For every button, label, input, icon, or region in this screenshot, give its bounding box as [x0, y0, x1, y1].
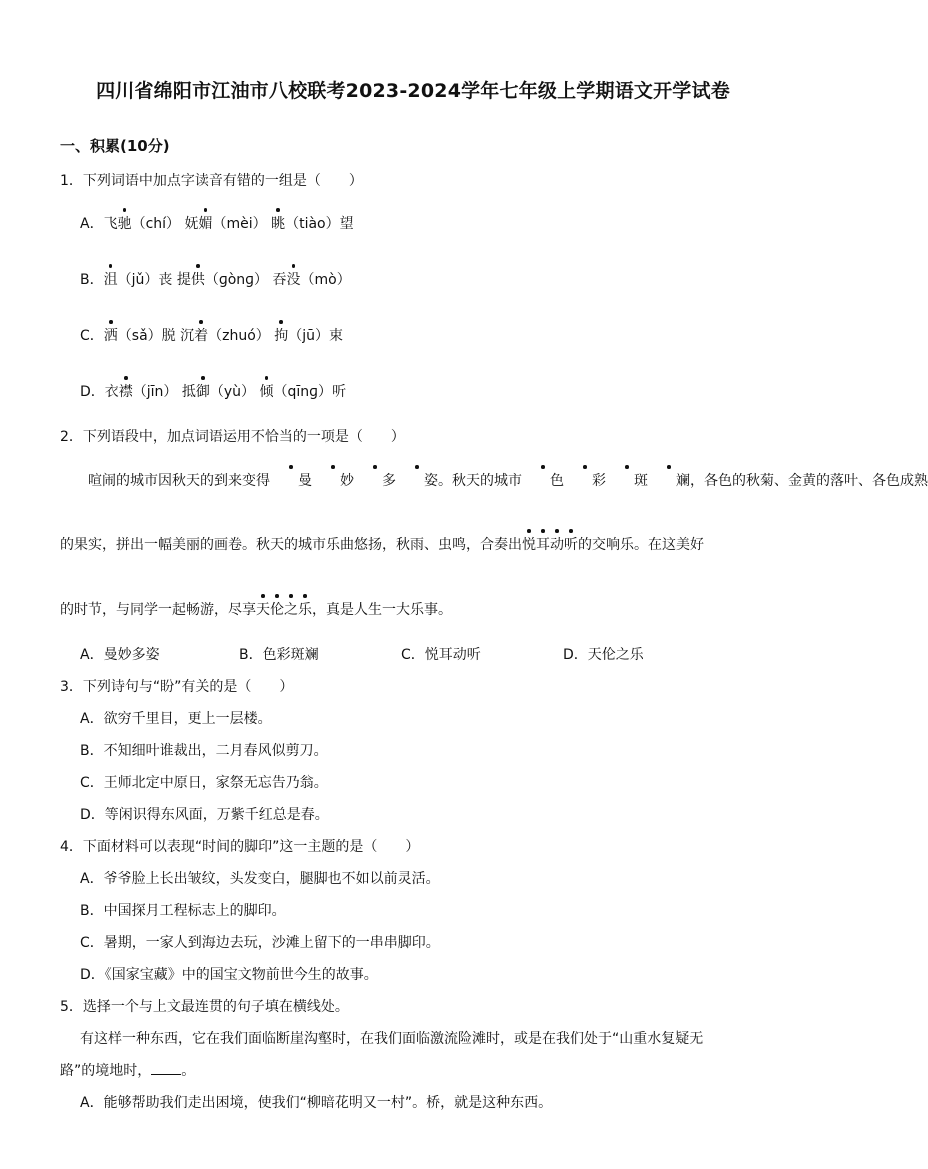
dotted-phrase	[256, 602, 312, 618]
pinyin: （chí）	[131, 216, 181, 232]
question-1-stem: 1．下列词语中加点字读音有错的一组是（ ）	[60, 173, 363, 189]
pinyin: （yù）	[209, 384, 256, 400]
dotted-char: 着	[194, 325, 208, 345]
question-3-option-a: A．欲穷千里目，更上一层楼。	[80, 711, 272, 727]
dotted-char: 洒	[104, 325, 118, 345]
option-a: A．曼妙多姿	[80, 647, 160, 663]
dotted-char: 伦	[270, 599, 284, 619]
dotted-phrase	[522, 473, 690, 489]
question-3-stem: 3．下列诗句与“盼”有关的是（ ）	[60, 679, 294, 695]
word-char: 束	[329, 328, 343, 344]
word-char: 脱	[161, 328, 176, 344]
passage-text: 。秋天的城市	[438, 473, 522, 489]
question-1-option-d	[80, 381, 346, 401]
dotted-char: 媚	[199, 213, 213, 233]
word-char: 抵	[181, 384, 196, 400]
option-d: D．天伦之乐	[563, 647, 644, 663]
dotted-char: 斑	[606, 470, 648, 490]
word-char: 沉	[180, 328, 195, 344]
pinyin: （mèi）	[212, 216, 267, 232]
pinyin: （qīnɡ）	[273, 384, 333, 400]
dotted-char: 姿	[396, 470, 438, 490]
question-4-option-c: C．暑期，一家人到海边去玩，沙滩上留下的一串串脚印。	[80, 935, 440, 951]
dotted-char: 悦	[522, 534, 536, 554]
dotted-char: 色	[522, 470, 564, 490]
dotted-char: 妙	[312, 470, 354, 490]
dotted-char: 之	[284, 599, 298, 619]
question-4-option-b: B．中国探月工程标志上的脚印。	[80, 903, 286, 919]
question-3-option-b: B．不知细叶谁裁出，二月春风似剪刀。	[80, 743, 328, 759]
question-4-stem: 4．下面材料可以表现“时间的脚印”这一主题的是（ ）	[60, 839, 420, 855]
question-2-options	[0, 644, 826, 664]
question-2-stem: 2．下列语段中，加点词语运用不恰当的一项是（ ）	[60, 429, 405, 445]
pinyin: （tiào）	[285, 216, 340, 232]
passage-text: 。	[181, 1063, 196, 1079]
word-char: 妩	[184, 216, 199, 232]
dotted-char: 倾	[260, 381, 274, 401]
option-label: A．	[80, 216, 104, 232]
word-char: 听	[332, 384, 347, 400]
option-label: D．	[80, 384, 105, 400]
passage-text: 的时节，与同学一起畅游，尽享	[60, 602, 256, 618]
dotted-char: 襟	[119, 381, 133, 401]
question-2-passage-line-2	[60, 534, 766, 554]
dotted-char: 御	[196, 381, 210, 401]
question-4-option-a: A．爷爷脸上长出皱纹，头发变白，腿脚也不如以前灵活。	[80, 871, 440, 887]
option-b: B．色彩斑斓	[239, 647, 319, 663]
passage-text: 喧闹的城市因秋天的到来变得	[88, 473, 270, 489]
dotted-phrase	[270, 473, 438, 489]
word-char: 丧	[158, 272, 173, 288]
dotted-char: 曼	[270, 470, 312, 490]
word-char: 衣	[104, 384, 119, 400]
option-label: B．	[80, 272, 104, 288]
fill-in-blank[interactable]	[151, 1062, 181, 1075]
section-heading: 一、积累(10分)	[60, 137, 170, 155]
passage-text: 的交响乐。在这美好	[578, 537, 704, 553]
passage-text: ，各色的秋菊、金黄的落叶、各色成熟	[690, 473, 928, 489]
dotted-char: 眺	[271, 213, 285, 233]
option-c: C．悦耳动听	[401, 647, 481, 663]
dotted-char: 沮	[104, 269, 118, 289]
question-3-option-c: C．王师北定中原日，家祭无忘告乃翁。	[80, 775, 328, 791]
dotted-char: 听	[564, 534, 578, 554]
question-1-option-b	[80, 269, 351, 289]
dotted-char: 拘	[274, 325, 288, 345]
pinyin: （mò）	[300, 272, 351, 288]
word-char: 望	[339, 216, 354, 232]
pinyin: （zhuó）	[208, 328, 270, 344]
dotted-char: 多	[354, 470, 396, 490]
passage-text: ，真是人生一大乐事。	[312, 602, 452, 618]
question-5-stem: 5．选择一个与上文最连贯的句子填在横线处。	[60, 999, 349, 1015]
question-1-option-a	[80, 213, 354, 233]
dotted-char: 天	[256, 599, 270, 619]
dotted-char: 彩	[564, 470, 606, 490]
dotted-char: 动	[550, 534, 564, 554]
dotted-char: 乐	[298, 599, 312, 619]
dotted-char: 驰	[118, 213, 132, 233]
question-4-option-d: D．《国家宝藏》中的国宝文物前世今生的故事。	[80, 967, 378, 983]
pinyin: （jū）	[288, 328, 329, 344]
question-2-passage-line-3	[60, 599, 766, 619]
passage-text: 路”的境地时，	[60, 1063, 152, 1079]
pinyin: （sǎ）	[117, 328, 162, 344]
option-label: C．	[80, 328, 104, 344]
question-1-option-c	[80, 325, 343, 345]
question-5-option-a: A．能够帮助我们走出困境，使我们“柳暗花明又一村”。桥，就是这种东西。	[80, 1095, 553, 1111]
dotted-char: 耳	[536, 534, 550, 554]
word-char: 吞	[272, 272, 287, 288]
dotted-char: 没	[287, 269, 301, 289]
passage-text: 的果实，拼出一幅美丽的画卷。秋天的城市乐曲悠扬，秋雨、虫鸣，合奏出	[60, 537, 522, 553]
word-char: 飞	[103, 216, 118, 232]
pinyin: （ɡònɡ）	[204, 272, 269, 288]
pinyin: （jīn）	[132, 384, 178, 400]
dotted-char: 斓	[648, 470, 690, 490]
question-5-passage-line-2	[60, 1060, 195, 1080]
pinyin: （jǔ）	[117, 272, 159, 288]
question-3-option-d: D．等闲识得东风面，万紫千红总是春。	[80, 807, 329, 823]
question-5-passage-line-1: 有这样一种东西，它在我们面临断崖沟壑时，在我们面临激流险滩时，或是在我们处于“山重水复疑无	[80, 1031, 704, 1047]
exam-title: 四川省绵阳市江油市八校联考2023-2024学年七年级上学期语文开学试卷	[96, 80, 730, 102]
question-2-passage-line-1	[60, 470, 928, 490]
dotted-char: 供	[191, 269, 205, 289]
dotted-phrase	[522, 537, 578, 553]
word-char: 提	[176, 272, 191, 288]
